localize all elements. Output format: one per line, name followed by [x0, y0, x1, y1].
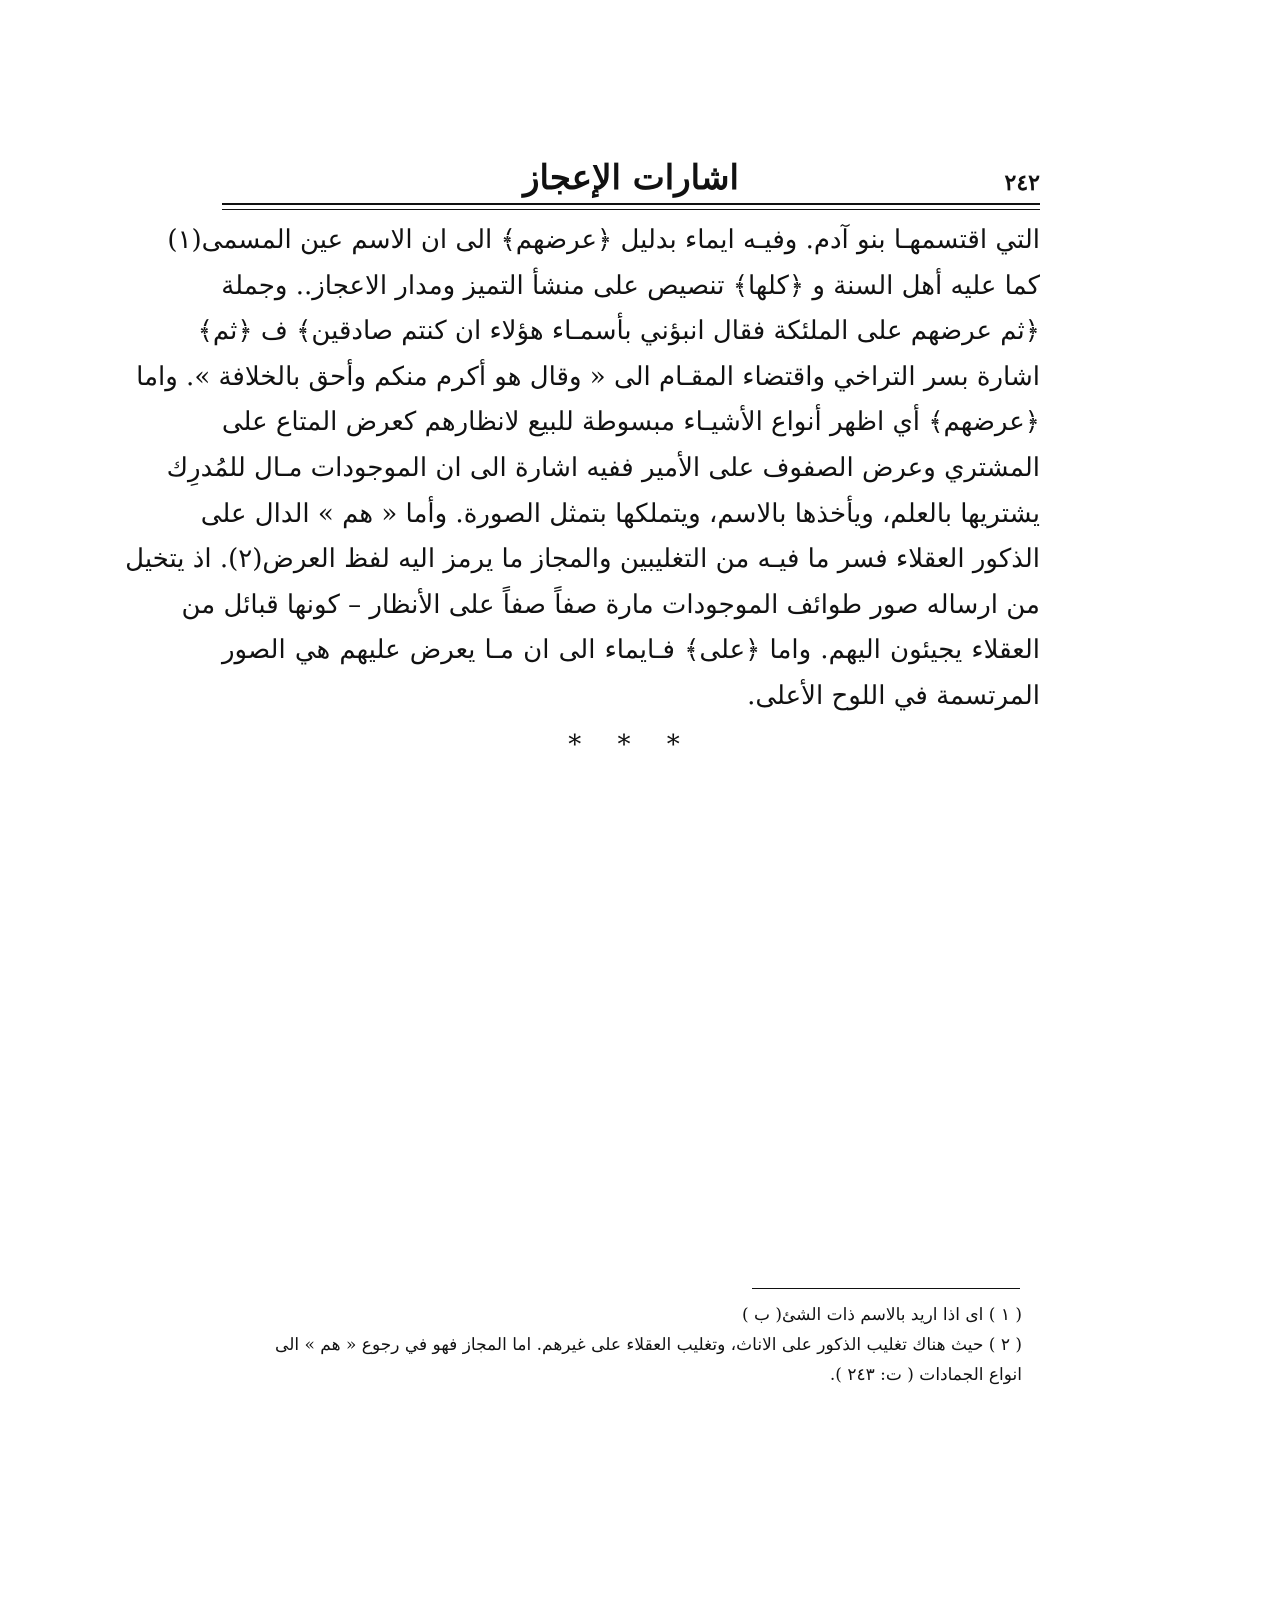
body-line: ﴿عرضهم﴾ أي اظهر أنواع الأشيـاء مبسوطة للبيع لانظارهم كعرض المتاع على [221, 407, 1040, 438]
body-text [125, 218, 1040, 720]
body-line: من ارساله صور طوائف الموجودات مارة صفاً صفاً على الأنظار – كونها قبائل من [181, 589, 1040, 620]
running-title: اشارات الإعجاز [523, 158, 739, 198]
page-number: ٢٤٢ [1004, 170, 1040, 196]
body-line: ﴿ثم عرضهم على الملئكة فقال انبؤني بأسمـاء هؤلاء ان كنتم صادقين﴾ ف ﴿ثم﴾ [197, 316, 1040, 347]
footnote-text: ( ١ ) اى اذا اريد بالاسم ذات الشئ( ب ) [741, 1305, 1022, 1325]
footnote-continuation: انواع الجمادات ( ت: ٢٤٣ ). [829, 1365, 1022, 1385]
body-line: المرتسمة في اللوح الأعلى. [747, 680, 1040, 711]
body-line: كما عليه أهل السنة و ﴿كلها﴾ تنصيص على منشأ التميز ومدار الاعجاز.. وجملة [221, 270, 1040, 301]
body-line: التي اقتسمهـا بنو آدم. وفيـه ايماء بدليل ﴿عرضهم﴾ الى ان الاسم عين المسمى(١) [167, 225, 1040, 255]
page-header [222, 150, 1040, 202]
header-rule-thin [222, 209, 1040, 210]
footnote-text: ( ٢ ) حيث هناك تغليب الذكور على الاناث، وتغليب العقلاء على غيرهم. اما المجاز فهو في رجوع « هم » الى [275, 1335, 1022, 1355]
footnote-rule [752, 1288, 1020, 1289]
body-line: المشتري وعرض الصفوف على الأمير ففيه اشارة الى ان الموجودات مـال للمُدرِك [166, 452, 1040, 483]
section-separator: * * * [568, 730, 694, 760]
body-line: الذكور العقلاء فسر ما فيـه من التغليبين والمجاز ما يرمز اليه لفظ العرض(٢). اذ يتخيل [125, 544, 1040, 575]
body-line: العقلاء يجيئون اليهم. واما ﴿على﴾ فـايماء الى ان مـا يعرض عليهم هي الصور [222, 635, 1040, 666]
body-line: يشتريها بالعلم، ويأخذها بالاسم، ويتملكها بتمثل الصورة. وأما « هم » الدال على [200, 498, 1040, 529]
footnote-2 [222, 1330, 1022, 1390]
body-line: اشارة بسر التراخي واقتضاء المقـام الى « وقال هو أكرم منكم وأحق بالخلافة ». واما [136, 361, 1040, 392]
footnotes [222, 1300, 1022, 1390]
footnote-1 [222, 1300, 1022, 1330]
header-rule-thick [222, 203, 1040, 205]
